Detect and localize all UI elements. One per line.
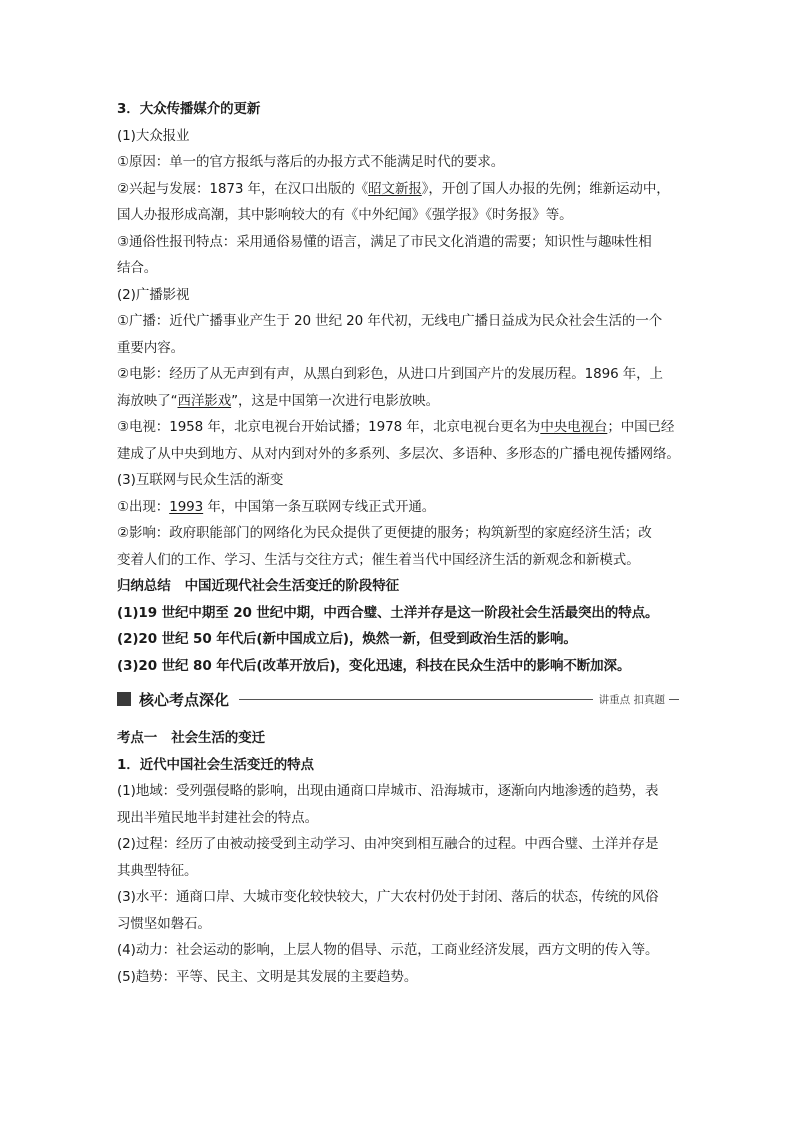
paragraph: 重要内容。	[117, 339, 184, 356]
underlined-term: 1993	[169, 498, 204, 515]
point-title: 社会生活的变迁	[171, 730, 266, 746]
summary-title: 中国近现代社会生活变迁的阶段特征	[184, 578, 400, 594]
underlined-term: 西洋影戏	[177, 392, 232, 409]
point-label: 考点一	[117, 730, 158, 746]
paragraph: (2)过程：经历了由被动接受到主动学习、由冲突到相互融合的过程。中西合璧、土洋并存是	[117, 836, 659, 852]
paragraph: ③通俗性报刊特点：采用通俗易懂的语言，满足了市民文化消遣的需要；知识性与趣味性相	[117, 233, 652, 250]
square-icon	[117, 692, 131, 706]
subsection-heading: 1．近代中国社会生活变迁的特点	[117, 756, 314, 773]
point-heading	[117, 725, 679, 752]
text-run: 年，中国第一条互联网专线正式开通。	[203, 498, 436, 515]
document-page	[117, 96, 679, 990]
paragraph: (3)水平：通商口岸、大城市变化较快较大，广大农村仍处于封闭、落后的状态，传统的风俗	[117, 889, 659, 905]
paragraph: (5)趋势：平等、民主、文明是其发展的主要趋势。	[117, 968, 418, 985]
summary-heading	[117, 573, 679, 600]
text-run: ①出现：	[117, 498, 170, 515]
text-run: 海放映了“	[117, 392, 178, 409]
subsection-heading: (3)互联网与民众生活的渐变	[117, 472, 284, 488]
paragraph: 结合。	[117, 260, 158, 276]
paragraph: 现出半殖民地半封建社会的特点。	[117, 809, 318, 826]
paragraph: ①广播：近代广播事业产生于 20 世纪 20 年代初，无线电广播日益成为民众社会生活的一个	[117, 313, 663, 329]
section-banner	[117, 685, 679, 713]
paragraph	[117, 494, 679, 521]
section-title: 核心考点深化	[139, 690, 230, 709]
paragraph: 建成了从中央到地方、从对内到对外的多系列、多层次、多语种、多形态的广播电视传播网络。	[117, 445, 680, 462]
paragraph: ②电影：经历了从无声到有声，从黑白到彩色，从进口片到国产片的发展历程。1896 年，上	[117, 366, 663, 382]
paragraph: 其典型特征。	[117, 862, 198, 879]
summary-item: (2)20 世纪 50 年代后(新中国成立后)，焕然一新，但受到政治生活的影响。	[117, 631, 577, 647]
underlined-term: 中央电视台	[540, 419, 608, 435]
section-tag: 讲重点 扣真题	[598, 693, 665, 706]
paragraph: 习惯坚如磐石。	[117, 915, 211, 932]
paragraph: (1)地域：受列强侵略的影响，出现由通商口岸城市、沿海城市，逐渐向内地渗透的趋势，表	[117, 783, 659, 799]
text-run: ③电视：1958 年，北京电视台开始试播；1978 年，北京电视台更名为	[117, 419, 541, 435]
summary-label: 归纳总结	[117, 578, 171, 594]
text-run: ②兴起与发展：1873 年，在汉口出版的《	[117, 180, 369, 197]
text-run: ”，这是中国第一次进行电影放映。	[231, 392, 440, 409]
paragraph	[117, 414, 679, 441]
summary-item: (3)20 世纪 80 年代后(改革开放后)，变化迅速，科技在民众生活中的影响不断加深。	[117, 657, 631, 674]
text-run: 》，开创了国人办报的先例；维新运动中，	[421, 180, 670, 197]
paragraph: ②影响：政府职能部门的网络化为民众提供了更便捷的服务；构筑新型的家庭经济生活；改	[117, 525, 652, 541]
paragraph	[117, 388, 679, 415]
summary-item: (1)19 世纪中期至 20 世纪中期，中西合璧、土洋并存是这一阶段社会生活最突出的特点。	[117, 604, 659, 621]
paragraph: ①原因：单一的官方报纸与落后的办报方式不能满足时代的要求。	[117, 154, 505, 170]
paragraph: 变着人们的工作、学习、生活与交往方式；催生着当代中国经济生活的新观念和新模式。	[117, 551, 640, 568]
subsection-heading: (2)广播影视	[117, 286, 190, 303]
paragraph	[117, 176, 679, 203]
paragraph: (4)动力：社会运动的影响，上层人物的倡导、示范，工商业经济发展，西方文明的传入等。	[117, 942, 659, 958]
divider	[669, 699, 679, 700]
divider	[239, 699, 593, 700]
subsection-heading: (1)大众报业	[117, 127, 190, 144]
paragraph: 国人办报形成高潮，其中影响较大的有《中外纪闻》《强学报》《时务报》等。	[117, 207, 573, 223]
section-heading: 3．大众传播媒介的更新	[117, 101, 261, 117]
text-run: ；中国已经	[607, 419, 675, 435]
underlined-term: 昭文新报	[368, 180, 422, 197]
